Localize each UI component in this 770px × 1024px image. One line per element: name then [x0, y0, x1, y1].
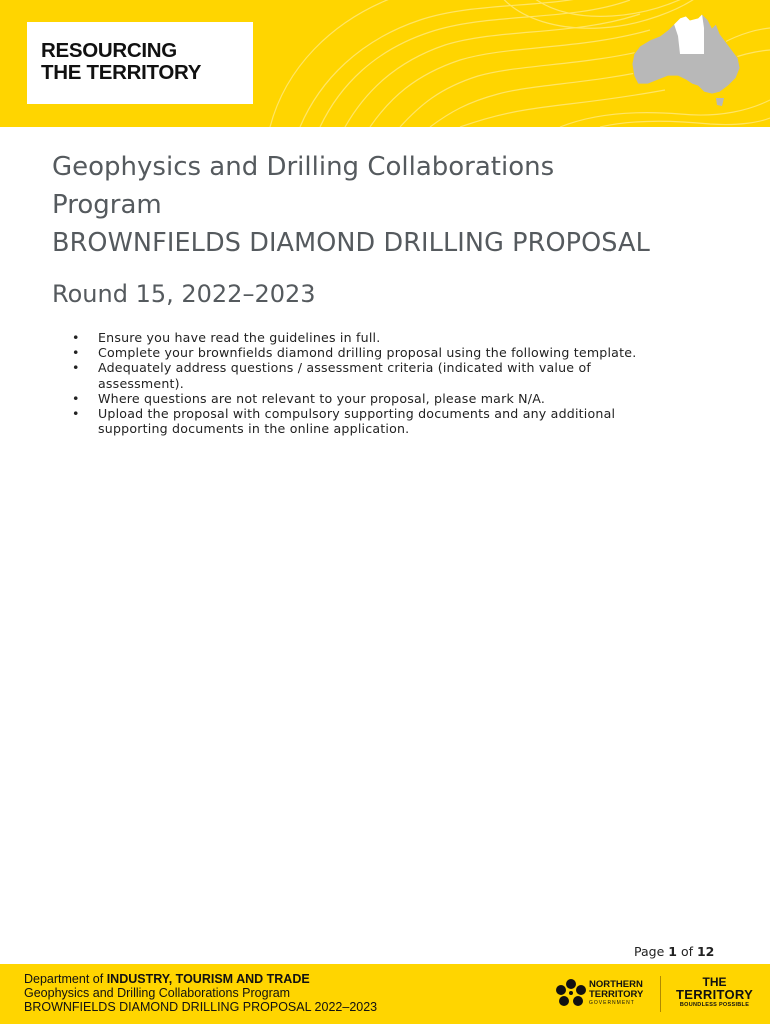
footer-info: [24, 972, 377, 1014]
footer-doc-title: BROWNFIELDS DIAMOND DRILLING PROPOSAL 2022–2023: [24, 1000, 378, 1014]
bullet-icon: •: [72, 360, 80, 376]
instruction-list: [52, 330, 712, 436]
document-title-line-1: Geophysics and Drilling Collaborations: [52, 152, 555, 182]
bullet-icon: •: [72, 390, 80, 406]
the-territory-logo: THE TERRITORY BOUNDLESS POSSIBLE: [676, 975, 754, 1008]
australia-map-icon: [628, 14, 748, 108]
page-number: Page 1 of 12: [634, 944, 715, 959]
nt-government-logo: NORTHERN TERRITORY GOVERNMENT: [589, 979, 644, 1006]
nt-flower-icon: [554, 978, 588, 1008]
list-item: • Ensure you have read the guidelines in full.: [72, 330, 381, 345]
bullet-icon: •: [72, 406, 80, 422]
header-banner: [0, 0, 770, 127]
bullet-icon: •: [72, 345, 80, 361]
list-item: • Complete your brownfields diamond drilling proposal using the following template.: [72, 345, 637, 361]
resourcing-territory-logo: [27, 22, 253, 104]
footer-program: Geophysics and Drilling Collaborations Program: [24, 986, 291, 1000]
list-item: • Upload the proposal with compulsory supporting documents and any additional supporting documents in the online application.: [72, 406, 616, 437]
dept-name: INDUSTRY, TOURISM AND TRADE: [106, 972, 310, 986]
logo-line-2: THE TERRITORY: [41, 61, 202, 84]
document-subtitle: BROWNFIELDS DIAMOND DRILLING PROPOSAL: [52, 228, 650, 258]
list-item: • Where questions are not relevant to your proposal, please mark N/A.: [72, 390, 546, 406]
list-item: • Adequately address questions / assessment criteria (indicated with value of assessment).: [72, 360, 591, 391]
logo-line-1: RESOURCING: [41, 39, 177, 62]
document-title-line-2: Program: [52, 190, 162, 220]
footer-banner: [0, 964, 770, 1024]
footer-divider: [660, 976, 661, 1012]
bullet-icon: •: [72, 330, 80, 345]
round-label: Round 15, 2022–2023: [52, 280, 316, 308]
dept-prefix: Department of: [24, 972, 107, 986]
